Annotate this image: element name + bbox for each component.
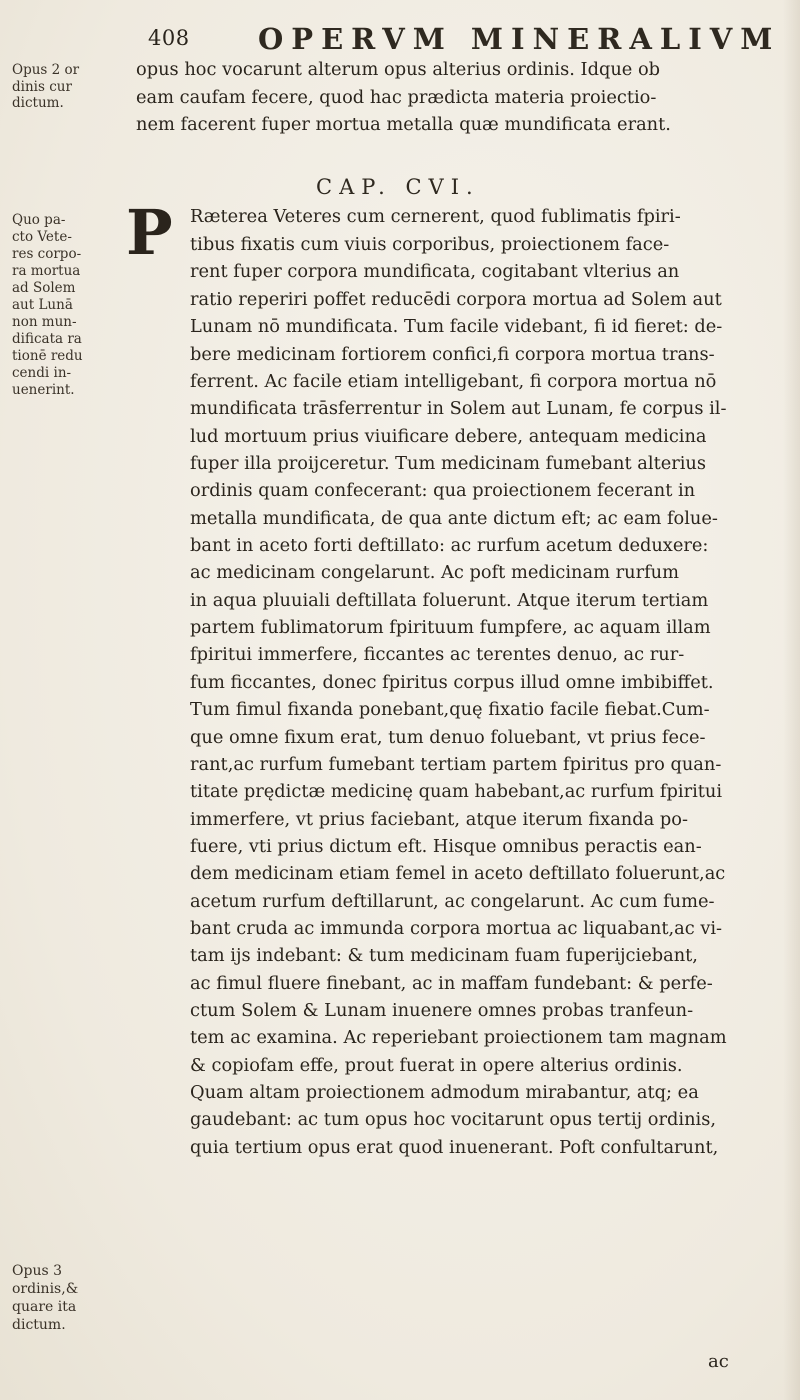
text-line: Lunam nō mundificata. Tum facile videbant, fi id fieret: de-	[190, 316, 723, 338]
text-line: & copiofam effe, prout fuerat in opere alterius ordinis.	[190, 1054, 683, 1076]
text-line: ctum Solem & Lunam inuenere omnes probas tranfeun-	[190, 999, 694, 1021]
margin-note-line: cto Vete-	[12, 229, 72, 245]
text-line: tem ac examina. Ac reperiebant proiectionem tam magnam	[190, 1027, 727, 1049]
main-paragraph	[190, 286, 780, 1161]
text-line: in aqua pluuiali deftillata foluerunt. Atque iterum tertiam	[190, 589, 709, 611]
text-line: immerfere, vt prius faciebant, atque iterum fixanda po-	[190, 808, 688, 830]
margin-note-line: quare ita	[12, 1299, 77, 1315]
margin-note-opus-2	[12, 62, 124, 112]
text-line: dem medicinam etiam femel in aceto deftillato foluerunt,ac	[190, 863, 726, 885]
margin-note-line: non mun-	[12, 314, 77, 330]
margin-note-line: tionē redu	[12, 348, 83, 364]
margin-note-veteres	[12, 212, 124, 399]
text-line: Tum fimul fixanda ponebant,quę fixatio facile fiebat.Cum-	[190, 699, 710, 721]
margin-note-line: dictum.	[12, 95, 64, 111]
margin-note-line: cendi in-	[12, 365, 72, 381]
text-line: ordinis quam confecerant: qua proiectionem fecerant in	[190, 480, 696, 502]
margin-note-line: dictum.	[12, 1317, 66, 1333]
margin-note-line: ad Solem	[12, 280, 76, 296]
text-line: bant cruda ac immunda corpora mortua ac liquabant,ac vi-	[190, 917, 723, 939]
text-line: rant,ac rurfum fumebant tertiam partem fpiritus pro quan-	[190, 753, 722, 775]
text-line: acetum rurfum deftillarunt, ac congelarunt. Ac cum fume-	[190, 890, 715, 912]
text-line: fuper illa proijceretur. Tum medicinam fumebant alterius	[190, 453, 707, 475]
first-paragraph-lines	[190, 203, 790, 286]
margin-note-line: dinis cur	[12, 78, 72, 95]
text-line: quia tertium opus erat quod inuenerant. Poft confultarunt,	[190, 1136, 719, 1158]
drop-initial: P	[126, 196, 173, 269]
margin-note-opus-3	[12, 1262, 124, 1334]
text-line: tibus fixatis cum viuis corporibus, proiectionem face-	[190, 233, 670, 255]
text-line: fum ficcantes, donec fpiritus corpus illud omne imbibiffet.	[190, 671, 714, 693]
text-line: eam caufam fecere, quod hac prædicta materia proiectio-	[136, 86, 657, 108]
text-line: nem facerent fuper mortua metalla quæ mundificata erant.	[136, 114, 671, 136]
text-line: partem fublimatorum fpirituum fumpfere, ac aquam illam	[190, 617, 711, 639]
text-line: titate prędictæ medicinę quam habebant,ac rurfum fpiritui	[190, 781, 723, 803]
text-line: rent fuper corpora mundificata, cogitabant vlterius an	[190, 261, 680, 283]
margin-note-line: dificata ra	[12, 331, 82, 347]
text-line: Quam altam proiectionem admodum mirabantur, atq; ea	[190, 1081, 699, 1103]
running-head: OPERVM MINERALIVM	[258, 22, 781, 56]
text-line: metalla mundificata, de qua ante dictum eft; ac eam folue-	[190, 507, 718, 529]
text-line: ac medicinam congelarunt. Ac poft medicinam rurfum	[190, 562, 679, 584]
margin-note-line: Opus 3	[12, 1263, 62, 1279]
margin-note-line: Opus 2 or	[12, 62, 80, 78]
text-line: Ræterea Veteres cum cernerent, quod fublimatis fpiri-	[190, 206, 681, 227]
text-line: fpiritui immerfere, ficcantes ac terentes denuo, ac rur-	[190, 644, 685, 666]
text-line: lud mortuum prius viuificare debere, antequam medicina	[190, 425, 707, 447]
text-line: gaudebant: ac tum opus hoc vocitarunt opus tertij ordinis,	[190, 1109, 716, 1131]
page-number: 408	[148, 26, 190, 50]
text-line: bant in aceto forti deftillato: ac rurfum acetum deduxere:	[190, 535, 709, 557]
margin-note-line: ra mortua	[12, 263, 81, 279]
text-line: tam ijs indebant: & tum medicinam fuam fuperijciebant,	[190, 945, 698, 967]
text-line: fuere, vti prius dictum eft. Hisque omnibus peractis ean-	[190, 835, 702, 857]
margin-note-line: res corpo-	[12, 246, 82, 262]
catchword: ac	[708, 1351, 729, 1372]
text-line: bere medicinam fortiorem confici,fi corpora mortua trans-	[190, 343, 715, 365]
chapter-heading: CAP. CVI.	[316, 175, 480, 199]
text-line: ferrent. Ac facile etiam intelligebant, fi corpora mortua nō	[190, 371, 717, 393]
intro-paragraph	[136, 56, 776, 139]
margin-note-line: aut Lunā	[12, 297, 73, 313]
text-line: ratio reperiri poffet reducēdi corpora mortua ad Solem aut	[190, 289, 722, 310]
margin-note-line: Quo pa-	[12, 212, 66, 228]
text-line: que omne fixum erat, tum denuo foluebant, vt prius fece-	[190, 726, 706, 748]
text-line: ac fimul fluere finebant, ac in maffam fundebant: & perfe-	[190, 972, 713, 994]
margin-note-line: uenerint.	[12, 382, 75, 398]
text-line: opus hoc vocarunt alterum opus alterius ordinis. Idque ob	[136, 59, 661, 80]
text-line: mundificata trāsferrentur in Solem aut Lunam, fe corpus il-	[190, 398, 727, 420]
margin-note-line: ordinis,&	[12, 1281, 79, 1297]
